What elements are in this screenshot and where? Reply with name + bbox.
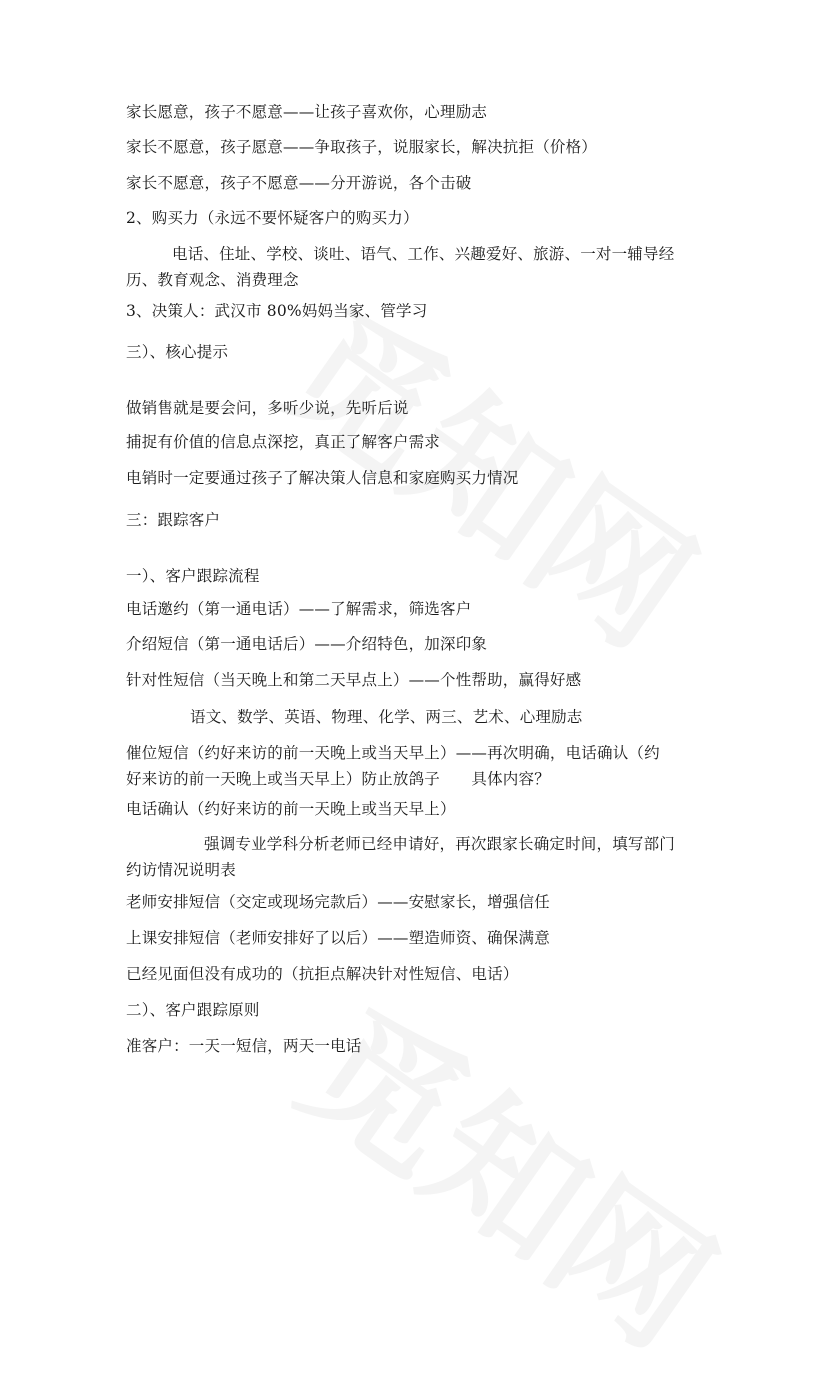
text-line: 上课安排短信（老师安排好了以后）——塑造师资、确保满意 [126, 929, 550, 947]
text-line: 催位短信（约好来访的前一天晚上或当天早上）——再次明确，电话确认（约 [126, 744, 660, 762]
text-line: 电话确认（约好来访的前一天晚上或当天早上） [126, 800, 456, 818]
section-heading: 三：跟踪客户 [126, 511, 221, 529]
text-line: 老师安排短信（交定或现场完款后）——安慰家长，增强信任 [126, 893, 550, 911]
section-heading: 2、购买力（永远不要怀疑客户的购买力） [126, 209, 419, 227]
section-heading: 三）、核心提示 [126, 343, 229, 361]
text-line: 做销售就是要会问，多听少说，先听后说 [126, 399, 409, 417]
text-line: 家长不愿意，孩子不愿意——分开游说，各个击破 [126, 174, 472, 192]
text-line: 约访情况说明表 [126, 861, 236, 879]
text-line: 电话邀约（第一通电话）——了解需求，筛选客户 [126, 600, 472, 618]
text-line: 电话、住址、学校、谈吐、语气、工作、兴趣爱好、旅游、一对一辅导经 [172, 245, 675, 263]
text-line: 历、教育观念、消费理念 [126, 271, 299, 289]
text-line: 强调专业学科分析老师已经申请好，再次跟家长确定时间，填写部门 [204, 835, 676, 853]
section-heading: 3、决策人：武汉市 80%妈妈当家、管学习 [126, 302, 428, 320]
text-line: 好来访的前一天晚上或当天早上）防止放鸽子 具体内容？ [126, 770, 550, 788]
section-heading: 二）、客户跟踪原则 [126, 1001, 260, 1019]
text-line: 准客户：一天一短信，两天一电话 [126, 1037, 362, 1055]
text-line: 家长愿意，孩子不愿意——让孩子喜欢你，心理励志 [126, 103, 488, 121]
text-line: 已经见面但没有成功的（抗拒点解决针对性短信、电话） [126, 965, 519, 983]
text-line: 语文、数学、英语、物理、化学、两三、艺术、心理励志 [190, 708, 583, 726]
text-line: 捕捉有价值的信息点深挖，真正了解客户需求 [126, 433, 441, 451]
text-line: 家长不愿意，孩子愿意——争取孩子，说服家长，解决抗拒（价格） [126, 138, 598, 156]
watermark [269, 950, 762, 1385]
section-heading: 一）、客户跟踪流程 [126, 567, 260, 585]
text-line: 针对性短信（当天晚上和第二天早点上）——个性帮助，赢得好感 [126, 671, 582, 689]
text-line: 介绍短信（第一通电话后）——介绍特色，加深印象 [126, 635, 488, 653]
text-line: 电销时一定要通过孩子了解决策人信息和家庭购买力情况 [126, 469, 519, 487]
